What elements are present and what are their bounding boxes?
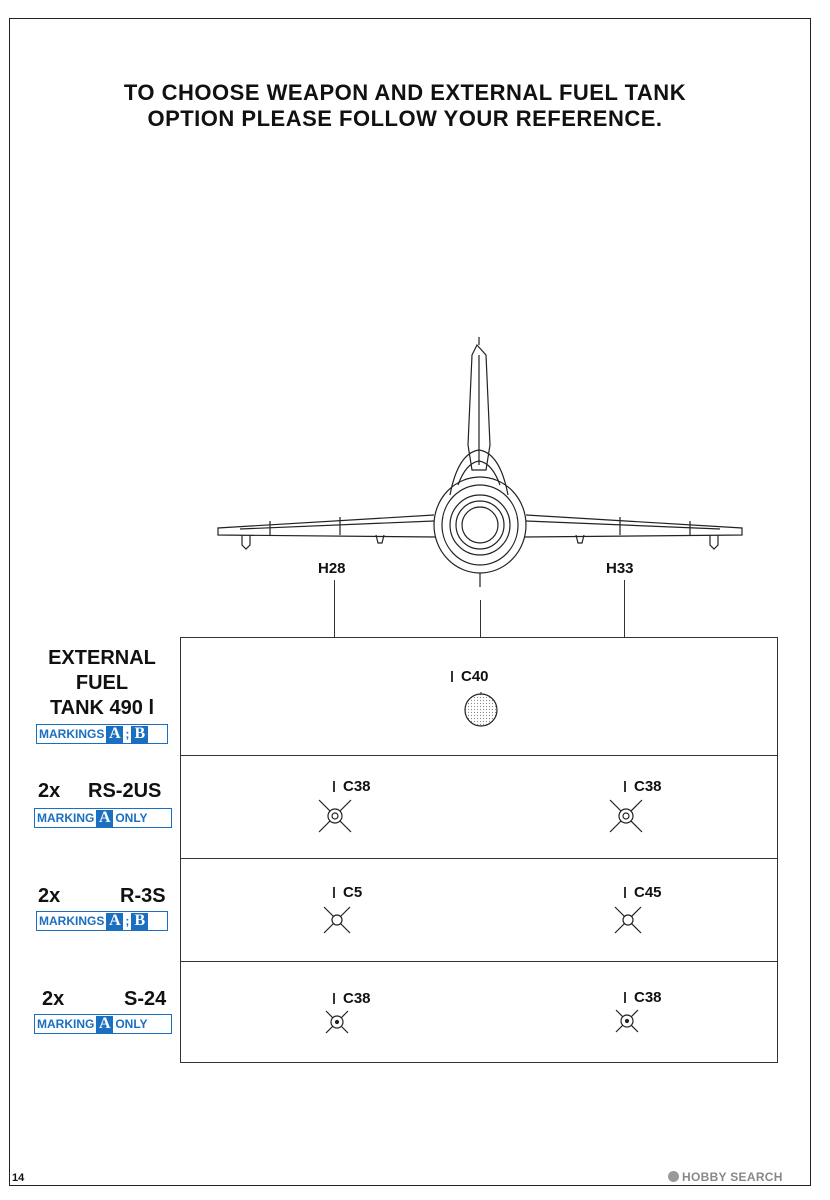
row-qty: 2x [38,885,61,907]
row-qty: 2x [38,780,61,802]
fuel-tank-icon [461,690,501,730]
missile-rs2us-icon [315,796,355,836]
row-weapon-name: R-3S [120,885,166,907]
aircraft-front-view [210,335,750,595]
part-callout: C38 [624,778,662,795]
markings-badge: MARKINGS A ; B [36,724,168,744]
part-callout: C38 [333,778,371,795]
markings-badge: MARKINGS A ; B [36,911,168,931]
row-label-fuel-tank: EXTERNAL FUEL TANK 490 l [48,647,156,719]
rocket-s24-icon [323,1008,351,1036]
rocket-s24-icon [613,1007,641,1035]
heading-line-2: OPTION PLEASE FOLLOW YOUR REFERENCE. [147,106,663,131]
part-callout: C40 [451,668,489,685]
watermark-logo-icon [668,1171,679,1182]
heading-line-1: TO CHOOSE WEAPON AND EXTERNAL FUEL TANK [123,80,687,105]
page-number: 14 [12,1172,25,1184]
missile-rs2us-icon [606,796,646,836]
row-qty: 2x [42,988,65,1010]
leader-line-left [334,580,335,637]
missile-r3s-icon [321,904,353,936]
leader-line-right [624,580,625,637]
markings-badge: MARKING A ONLY [34,1014,172,1034]
watermark: HOBBY SEARCH [668,1170,783,1184]
callout-right: H33 [606,560,634,577]
row-divider [181,961,777,962]
row-weapon-name: S-24 [124,988,167,1010]
part-callout: C38 [624,989,662,1006]
part-callout: C5 [333,884,362,901]
part-callout: C45 [624,884,662,901]
options-table [180,637,778,1063]
part-callout: C38 [333,990,371,1007]
row-divider [181,755,777,756]
callout-left: H28 [318,560,346,577]
missile-r3s-icon [612,904,644,936]
markings-badge: MARKING A ONLY [34,808,172,828]
row-weapon-name: RS-2US [88,780,162,802]
leader-line-center [480,600,481,637]
row-divider [181,858,777,859]
